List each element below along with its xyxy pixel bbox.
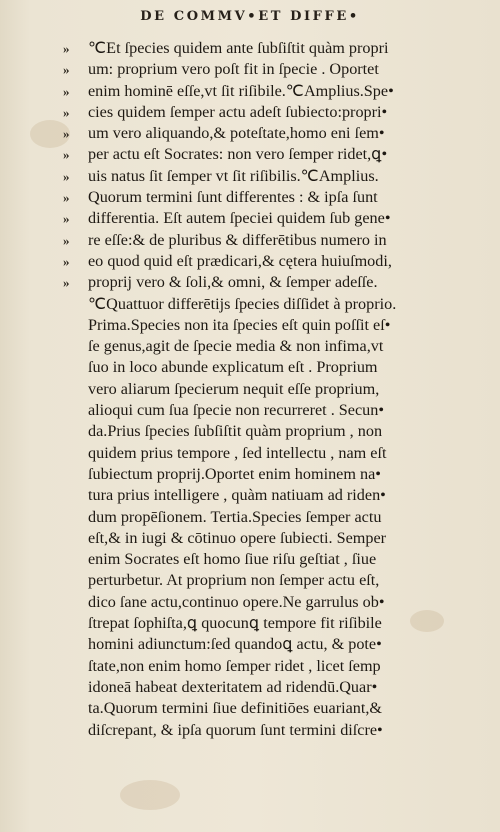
- line-text: re eſſe:& de pluribus & differētibus numero in: [88, 230, 387, 249]
- text-line: [63, 272, 468, 293]
- text-line: [63, 38, 468, 59]
- text-line: [88, 677, 468, 698]
- line-text: ſuo in loco abunde explicatum eſt . Proprium: [88, 358, 378, 377]
- text-line: [88, 549, 468, 570]
- text-line: [88, 443, 468, 464]
- text-line: [88, 592, 468, 613]
- text-line: [88, 507, 468, 528]
- line-text: Prima.Species non ita ſpecies eſt quin poſſit eſ•: [88, 315, 391, 334]
- running-head: DE COMMV•ET DIFFE•: [140, 9, 360, 24]
- line-text: ℃Et ſpecies quidem ante ſubſiſtit quàm propri: [88, 39, 389, 57]
- text-line: [88, 315, 468, 336]
- line-text: eo quod quid eſt prædicari,& cętera huiuſmodi,: [88, 251, 392, 270]
- paper-stain: [120, 780, 180, 810]
- line-text: differentia. Eſt autem ſpeciei quidem ſub gene•: [88, 209, 391, 228]
- line-text: um: proprium vero poſt fit in ſpecie . Oportet: [88, 60, 379, 79]
- text-line: [88, 421, 468, 442]
- quotation-marker: »: [63, 147, 70, 163]
- text-line: [88, 294, 468, 315]
- text-line: [88, 570, 468, 591]
- quotation-marker: »: [63, 126, 70, 142]
- text-line: [88, 656, 468, 677]
- quotation-marker: »: [63, 104, 70, 120]
- line-text: enim Socrates eſt homo ſiue riſu geſtiat , ſiue: [88, 550, 377, 569]
- line-text: idoneā habeat dexteritatem ad ridendū.Quar•: [88, 677, 378, 696]
- text-line: [88, 336, 468, 357]
- line-text: um vero aliquando,& poteſtate,homo eni ſem•: [88, 124, 385, 143]
- quotation-marker: »: [63, 83, 70, 99]
- line-text: alioqui cum ſua ſpecie non recurreret . Secun•: [88, 401, 385, 420]
- text-line: [63, 81, 468, 102]
- text-line: [63, 230, 468, 251]
- text-line: [63, 208, 468, 229]
- text-block: [63, 38, 468, 741]
- quotation-marker: »: [63, 275, 70, 291]
- quotation-marker: »: [63, 62, 70, 78]
- quotation-marker: »: [63, 190, 70, 206]
- text-line: [88, 528, 468, 549]
- quotation-marker: »: [63, 211, 70, 227]
- text-line: [88, 400, 468, 421]
- line-text: vero aliarum ſpecierum nequit eſſe proprium,: [88, 379, 380, 398]
- text-line: [63, 59, 468, 80]
- text-line: [88, 698, 468, 719]
- line-text: proprij vero & ſoli,& omni, & ſemper adeſſe.: [88, 273, 378, 292]
- line-text: da.Prius ſpecies ſubſiſtit quàm proprium , non: [88, 422, 383, 441]
- line-text: uis natus ſit ſemper vt ſit riſibilis.℃Amplius.: [88, 166, 379, 185]
- line-text: ſubiectum proprij.Oportet enim hominem na•: [88, 464, 381, 483]
- quotation-marker: »: [63, 253, 70, 269]
- line-text: perturbetur. At proprium non ſemper actu eſt,: [88, 571, 380, 590]
- line-text: diſcrepant, & ipſa quorum ſunt termini diſcre•: [88, 720, 383, 739]
- line-text: ℃Quattuor differētijs ſpecies diſſidet à proprio.: [88, 294, 397, 313]
- line-text: per actu eſt Socrates: non vero ſemper ridet,ꝗ•: [88, 145, 388, 164]
- quotation-marker: »: [63, 41, 70, 56]
- text-line: [63, 251, 468, 272]
- text-line: [88, 720, 468, 741]
- line-text: ſtate,non enim homo ſemper ridet , licet ſemp: [88, 656, 381, 675]
- text-line: [88, 379, 468, 400]
- text-line: [88, 357, 468, 378]
- text-line: [63, 166, 468, 187]
- text-line: [63, 187, 468, 208]
- line-text: homini adiunctum:ſed quandoꝗ actu, & pote•: [88, 635, 382, 654]
- text-line: [63, 123, 468, 144]
- text-line: [63, 144, 468, 165]
- line-text: cies quidem ſemper actu adeſt ſubiecto:propri•: [88, 102, 388, 121]
- line-text: quidem prius tempore , ſed intellectu , nam eſt: [88, 443, 387, 462]
- line-text: eſt,& in iugi & cōtinuo opere ſubiecti. Semper: [88, 528, 387, 547]
- text-line: [88, 634, 468, 655]
- line-text: tura prius intelligere , quàm natiuam ad riden•: [88, 486, 386, 505]
- line-text: ta.Quorum termini ſiue definitiōes euariant,&: [88, 699, 382, 718]
- line-text: enim hominē eſſe,vt ſit riſibile.℃Amplius.Spe•: [88, 81, 394, 100]
- quotation-marker: »: [63, 168, 70, 184]
- line-text: ſtrepat ſophiſta,ꝗ quocunꝗ tempore fit riſibile: [88, 614, 382, 633]
- quotation-marker: »: [63, 232, 70, 248]
- line-text: dico ſane actu,continuo opere.Ne garrulus ob•: [88, 592, 385, 611]
- text-line: [63, 102, 468, 123]
- line-text: ſe genus,agit de ſpecie media & non infima,vt: [88, 337, 384, 356]
- line-text: dum propēſionem. Tertia.Species ſemper actu: [88, 507, 382, 526]
- line-text: Quorum termini ſunt differentes : & ipſa ſunt: [88, 188, 378, 207]
- text-line: [88, 613, 468, 634]
- text-line: [88, 464, 468, 485]
- text-line: [88, 485, 468, 506]
